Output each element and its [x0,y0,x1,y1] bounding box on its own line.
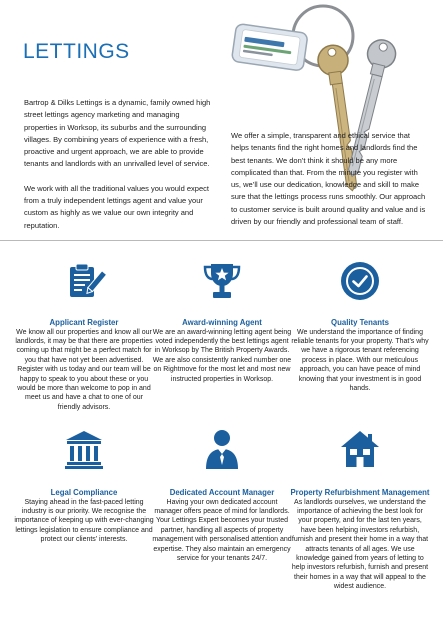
feature-body: Staying ahead in the fast-paced letting industry is our priority. We recognise the importance of keeping up with ever-changing lettings legislation to ensure compliance and protect our clients’ interests. [14,498,154,544]
house-icon [338,427,382,471]
intro-paragraph: Bartrop & Dilks Lettings is a dynamic, family owned high street lettings agency marketing and managing properties in Worksop, its suburbs and the surrounding villages. By combining years of experience with a fresh, proactive and urgent approach, we are able to provide tenants and landlords with an unrivalled level of service. [24,98,211,169]
feature-title: Legal Compliance [50,488,118,497]
feature-applicant-register [14,259,154,412]
trophy-star-icon [200,259,244,303]
feature-legal-compliance [14,427,154,545]
feature-body: We are an award-winning letting agent being voted independently the best lettings agent in Worksop by The British Property Awards. We are also consistently ranked number one on Rightmove for the most let and most new instructed properties in Worksop. [152,328,292,383]
feature-body: We know all our properties and know all our landlords, it may be that there are properties coming up that might be a perfect match for you that have not yet been advertised. Register with us today and our team will be happy to speak to you about these or you would be more than welcome to pop in and meet us and have a chat to one of our friendly advisors. [15,328,153,411]
feature-title: Dedicated Account Manager [169,488,275,497]
check-circle-icon [338,259,382,303]
page-title: LETTINGS [23,40,130,63]
feature-body: Having your own dedicated account manager offers peace of mind for landlords. Your Lettings Expert becomes your trusted partner, handling all aspects of property management with personalised attention and expertise. They also maintain an emergency service for your tenants 24/7. [152,498,292,562]
clipboard-pen-icon [62,259,106,303]
feature-award-winning-agent [152,259,292,384]
intro-paragraph: We offer a simple, transparent and ethical service that helps tenants find the right homes and landlords find the best tenants. We don’t think it should be any more complicated than that. From the minute you register with us, we’ll use our dedication, knowledge and skill to make sure that the lettings process runs smoothly. Our approach to customer service is built around quality and value and is driven by our friendly and professional team of staff. [231,131,426,227]
feature-title: Property Refurbishment Management [290,488,430,497]
feature-property-refurbishment [290,427,430,592]
feature-body: As landlords ourselves, we understand the importance of achieving the best look for your property, and for the last ten years, have been helping investors refurbish, furnish and present their home in a way that attracts tenants of all ages. We use knowledge gained from years of letting to help investors refurbish, furnish and present their homes in a way that will appeal to the widest audience. [291,498,429,591]
intro-right-column [231,130,427,240]
feature-title: Award-winning Agent [182,318,262,327]
account-manager-icon [200,427,244,471]
feature-title: Quality Tenants [331,318,389,327]
feature-dedicated-account-manager [152,427,292,563]
intro-paragraph: We work with all the traditional values you would expect from a truly independent lettings agent and value your custom as highly as we value our own integrity and reputation. [24,183,209,230]
feature-quality-tenants [290,259,430,393]
feature-title: Applicant Register [49,318,119,327]
features-grid [0,240,443,640]
courthouse-icon [62,427,106,471]
intro-left-column [24,97,214,244]
feature-body: We understand the importance of finding reliable tenants for your property. That’s why we have a rigorous tenant referencing process in place. With our meticulous approach, you can have peace of mind knowing that your investment is in good hands. [291,328,429,392]
